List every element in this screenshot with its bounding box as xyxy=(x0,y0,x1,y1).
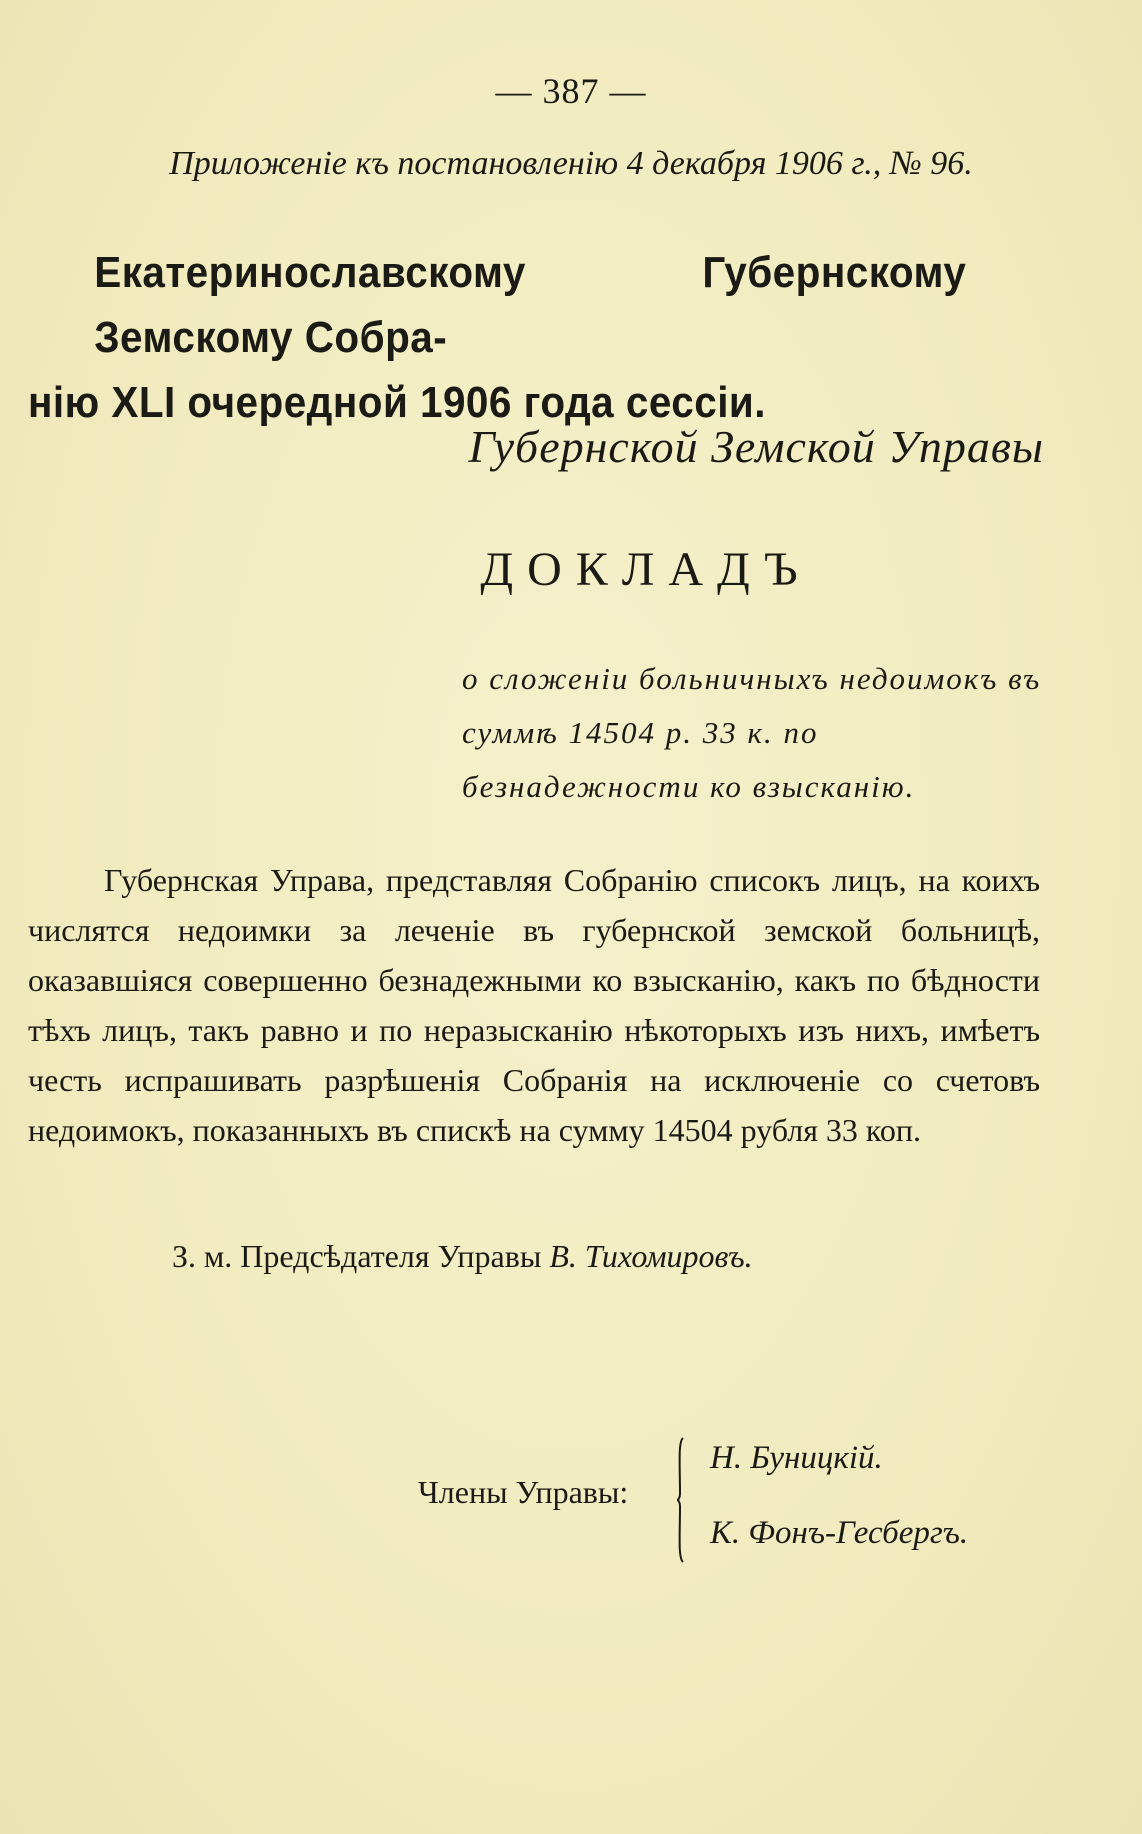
members-brace xyxy=(676,1436,686,1564)
report-body: Губернская Управа, представляя Собранію списокъ лицъ, на коихъ числятся недоимки за леченіе въ губернской земской больницѣ, оказавшіяся совершенно безнадежными ко взысканію, какъ по бѣдности тѣхъ лицъ, такъ равно и по неразысканію нѣкоторыхъ изъ нихъ, имѣетъ честь испрашивать разрѣшенія Собранія на исключеніе со счетовъ недоимокъ, показанныхъ въ спискѣ на сумму 14504 рубля 33 коп. xyxy=(28,862,1040,1148)
report-subject: о сложеніи больничныхъ недоимокъ въ суммѣ 14504 р. 33 к. по безнадежности ко взысканію. xyxy=(462,661,1042,804)
chairman-name: В. Тихомировъ. xyxy=(549,1238,753,1274)
heading-line-1: Екатеринославскому Губернскому Земскому Собра- xyxy=(94,248,967,362)
document-title: ДОКЛАДЪ xyxy=(480,543,812,596)
member-signature-2: К. Фонъ-Гесбергъ. xyxy=(710,1515,969,1551)
members-label: Члены Управы: xyxy=(418,1474,629,1510)
addressee-heading xyxy=(28,240,966,435)
appendix-note: Приложеніе къ постановленію 4 декабря 1906 г., № 96. xyxy=(169,145,973,182)
heading-line-2: нію XLI очередной 1906 года сессіи. xyxy=(28,378,766,427)
issuing-authority: Губернской Земской Управы xyxy=(468,421,1044,472)
page-number: — 387 — xyxy=(495,71,647,111)
chairman-title: З. м. Предсѣдателя Управы xyxy=(172,1238,542,1274)
chairman-signature xyxy=(172,1238,753,1275)
member-signature-1: Н. Буницкій. xyxy=(710,1440,883,1476)
